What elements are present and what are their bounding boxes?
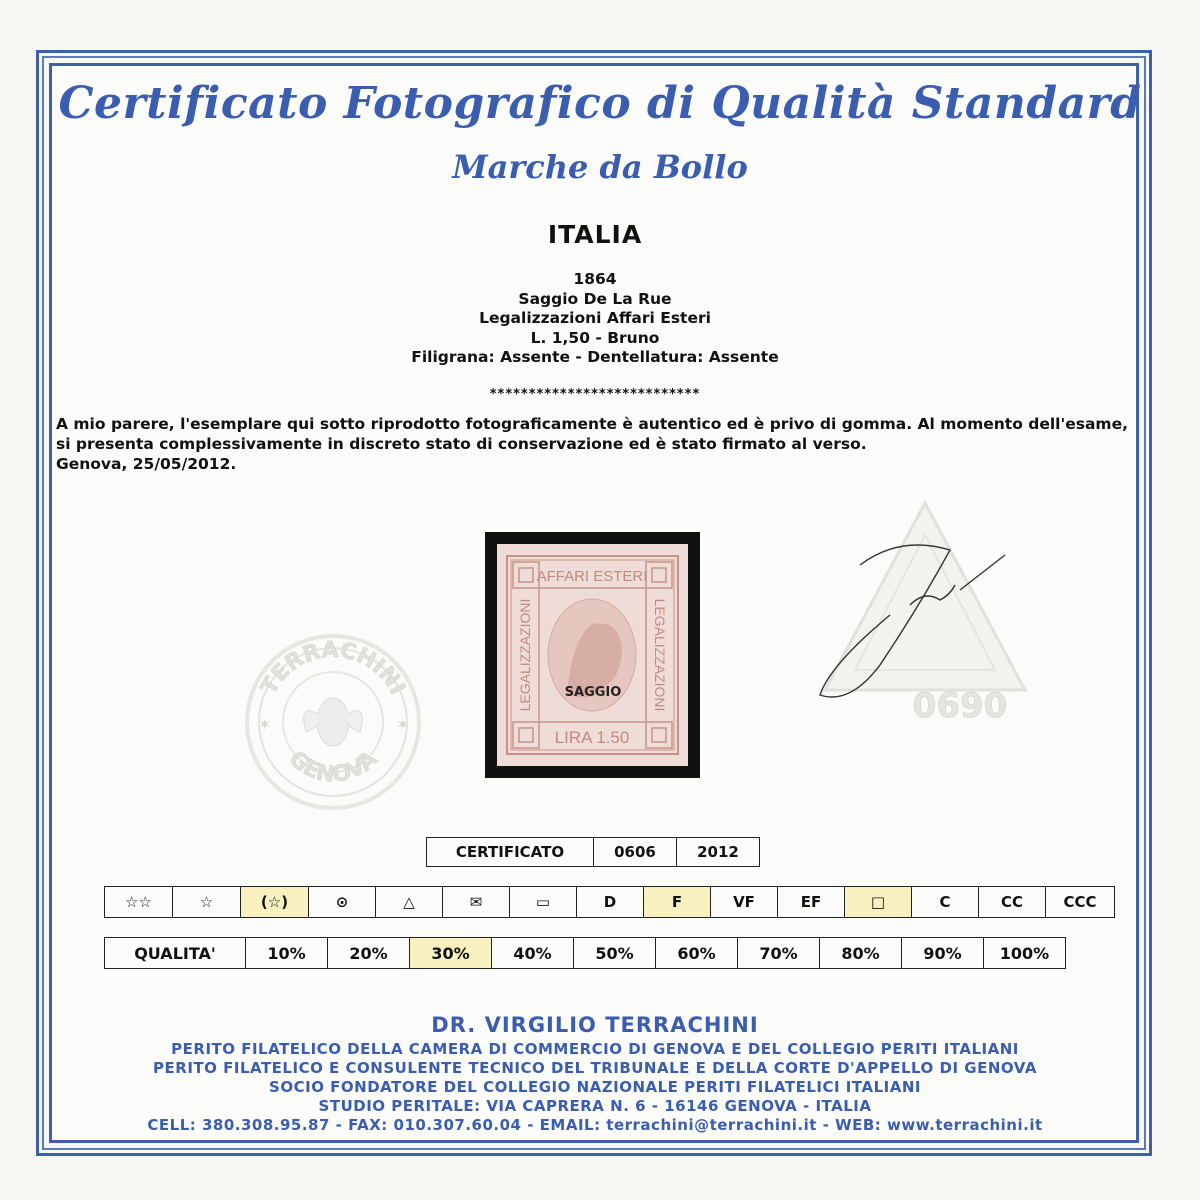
quality-cell: 100%	[984, 938, 1066, 969]
separator: ***************************	[489, 387, 701, 402]
grade-cell: ▭	[510, 887, 577, 918]
expert-name: DR. VIRGILIO TERRACHINI	[431, 1013, 759, 1037]
grade-cell: ⊙	[309, 887, 376, 918]
quality-cell: 10%	[246, 938, 328, 969]
expertise-number: 0690	[912, 686, 1008, 726]
grade-cell: D	[577, 887, 644, 918]
stamp-series: Legalizzazioni Affari Esteri	[479, 309, 711, 327]
certificate-number-table	[426, 837, 760, 867]
grade-cell: ✉	[443, 887, 510, 918]
stamp-left-text: LEGALIZZAZIONI	[517, 598, 533, 712]
footer-line-4: STUDIO PERITALE: VIA CAPRERA N. 6 - 16146 GENOVA - ITALIA	[318, 1097, 872, 1115]
grades-table	[104, 886, 1115, 918]
seal-bottom-text: GENOVA	[283, 746, 383, 788]
certificate-subtitle: Marche da Bollo	[452, 148, 748, 186]
footer-line-2: PERITO FILATELICO E CONSULENTE TECNICO DEL TRIBUNALE E DELLA CORTE D'APPELLO DI GENOVA	[153, 1059, 1037, 1077]
grade-cell: △	[376, 887, 443, 918]
svg-text:TERRACHINI	[257, 638, 410, 699]
svg-text:GENOVA	[284, 746, 383, 788]
expert-opinion	[56, 414, 1128, 474]
embossed-seal	[228, 622, 448, 822]
quality-table	[104, 937, 1066, 969]
certificate-number: 0606	[594, 838, 677, 867]
seal-top-text: TERRACHINI	[256, 637, 410, 699]
stamp-value-color: L. 1,50 - Bruno	[530, 328, 660, 347]
quality-cell: 90%	[902, 938, 984, 969]
quality-cell: 40%	[492, 938, 574, 969]
opinion-text: A mio parere, l'esemplare qui sotto riprodotto fotograficamente è autentico ed è privo di gomma. Al momento dell'esame, si presenta complessivamente in discreto stato di conservazione ed è stato firmato al verso.	[56, 415, 1128, 453]
certificate-label: CERTIFICATO	[427, 838, 594, 867]
svg-text:✶: ✶	[396, 715, 410, 734]
svg-text:✶: ✶	[258, 715, 272, 734]
stamp-top-text: AFFARI ESTERI	[536, 568, 648, 585]
grade-cell: CCC	[1046, 887, 1115, 918]
quality-label: QUALITA'	[105, 938, 246, 969]
stamp-info	[0, 270, 1190, 368]
expertise-mark	[810, 495, 1040, 735]
certificate-title: Certificato Fotografico di Qualità Standard	[58, 78, 1142, 129]
footer-line-1: PERITO FILATELICO DELLA CAMERA DI COMMERCIO DI GENOVA E DEL COLLEGIO PERITI ITALIANI	[171, 1040, 1019, 1058]
quality-cell: 80%	[820, 938, 902, 969]
grade-cell: (☆)	[241, 887, 309, 918]
grade-cell: EF	[778, 887, 845, 918]
place-date: Genova, 25/05/2012.	[56, 455, 237, 473]
grade-cell: C	[912, 887, 979, 918]
quality-cell: 70%	[738, 938, 820, 969]
grade-cell: ☆☆	[105, 887, 173, 918]
certificate-year: 2012	[677, 838, 760, 867]
quality-cell: 30%	[410, 938, 492, 969]
stamp-bottom-text: LIRA 1.50	[554, 728, 630, 747]
grade-cell: ☆	[173, 887, 241, 918]
grade-cell: □	[845, 887, 912, 918]
stamp-right-text: LEGALIZZAZIONI	[652, 598, 668, 712]
stamp-watermark-perforation: Filigrana: Assente - Dentellatura: Assente	[411, 348, 779, 366]
footer-line-3: SOCIO FONDATORE DEL COLLEGIO NAZIONALE PERITI FILATELICI ITALIANI	[269, 1078, 921, 1096]
stamp-type: Saggio De La Rue	[518, 289, 672, 308]
grade-cell: F	[644, 887, 711, 918]
footer-line-5: CELL: 380.308.95.87 - FAX: 010.307.60.04 - EMAIL: terrachini@terrachini.it - WEB: www.terrachini.it	[147, 1116, 1043, 1134]
country-heading: ITALIA	[547, 220, 643, 249]
stamp-year: 1864	[573, 270, 617, 288]
stamp-overprint: SAGGIO	[564, 685, 622, 700]
quality-cell: 20%	[328, 938, 410, 969]
grade-cell: VF	[711, 887, 778, 918]
quality-cell: 60%	[656, 938, 738, 969]
grade-cell: CC	[979, 887, 1046, 918]
quality-cell: 50%	[574, 938, 656, 969]
stamp-photo	[497, 544, 688, 766]
